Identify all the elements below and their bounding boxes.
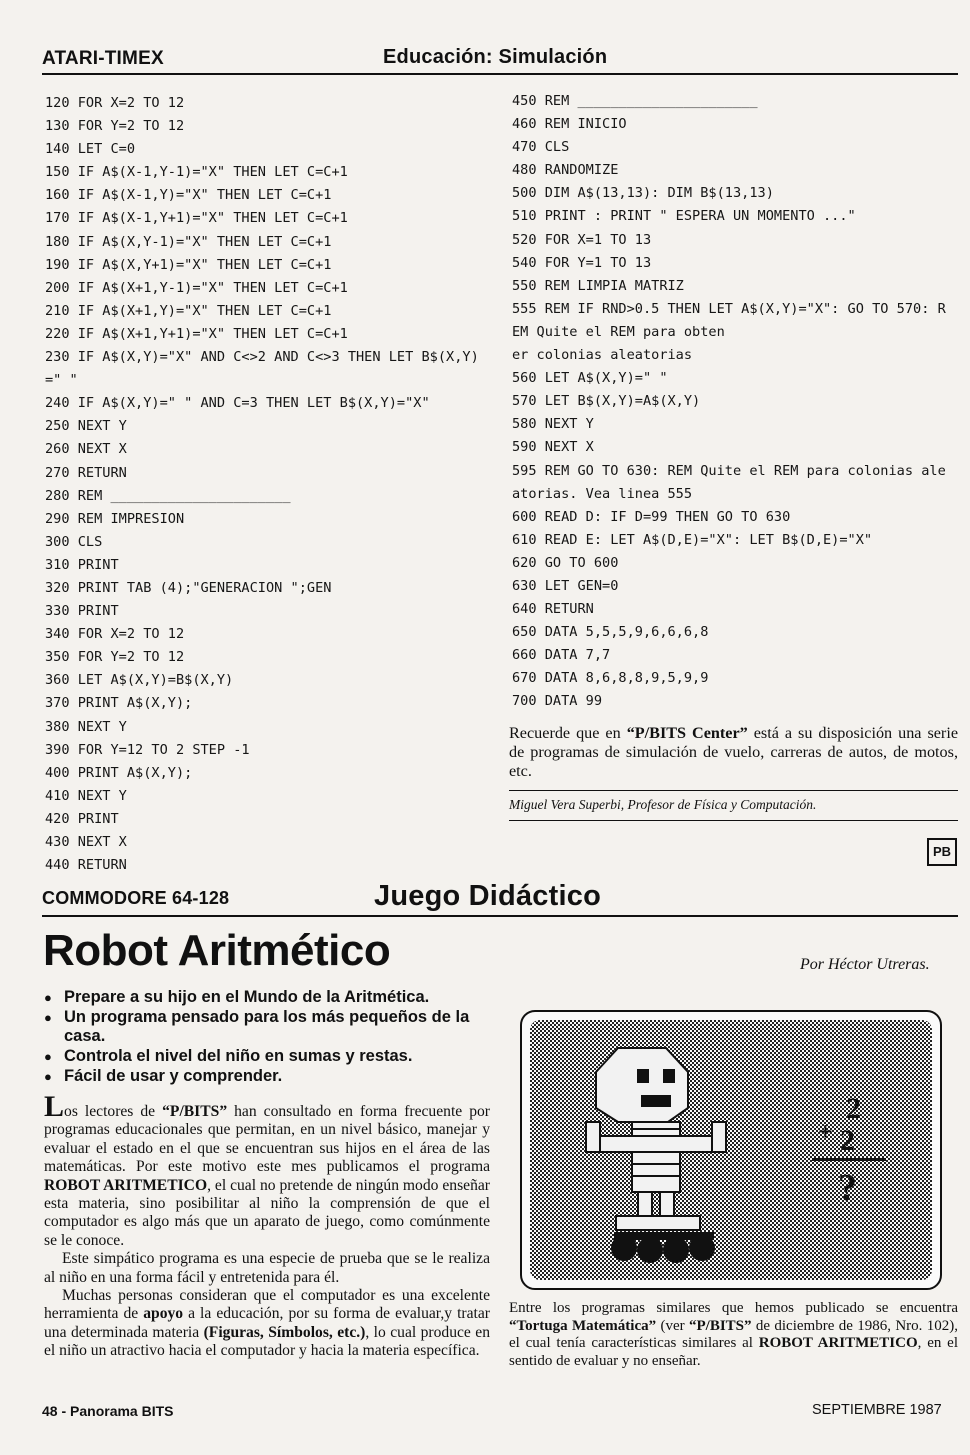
code-line: 240 IF A$(X,Y)=" " AND C=3 THEN LET B$(X,Y)="X" — [45, 395, 430, 412]
code-line: 470 CLS — [512, 139, 570, 156]
code-line: 170 IF A$(X-1,Y+1)="X" THEN LET C=C+1 — [45, 210, 348, 227]
note-pre: Recuerde que en — [509, 724, 627, 742]
code-line: 630 LET GEN=0 — [512, 577, 619, 594]
code-line: 540 FOR Y=1 TO 13 — [512, 254, 652, 271]
sum-line — [812, 1158, 886, 1161]
code-line: 320 PRINT TAB (4);"GENERACION ";GEN — [45, 579, 332, 596]
code-line: 400 PRINT A$(X,Y); — [45, 764, 193, 781]
feature-item: ● Fácil de usar y comprender. — [42, 1067, 497, 1086]
code-line: 360 LET A$(X,Y)=B$(X,Y) — [45, 672, 234, 689]
author-credit: Miguel Vera Superbi, Profesor de Física y Computación. — [509, 797, 817, 812]
code-line: 230 IF A$(X,Y)="X" AND C<>2 AND C<>3 THEN LET B$(X,Y) — [45, 349, 479, 366]
code-line: 460 REM INICIO — [512, 116, 627, 133]
code-line: 310 PRINT — [45, 556, 119, 573]
code-line: 580 NEXT Y — [512, 416, 594, 433]
article-body — [44, 1090, 491, 1361]
feature-item: ● Un programa pensado para los más pequeños de la casa. — [42, 1008, 497, 1046]
pb-badge: PB — [927, 838, 957, 866]
code-line: 610 READ E: LET A$(D,E)="X": LET B$(D,E)="X" — [512, 531, 873, 548]
feature-list — [42, 988, 497, 1087]
code-line: 560 LET A$(X,Y)=" " — [512, 370, 668, 387]
page-number: 48 - Panorama BITS — [42, 1403, 174, 1419]
header-rule — [42, 73, 958, 75]
drop-cap: L — [44, 1090, 65, 1123]
code-line: 270 RETURN — [45, 464, 127, 481]
code-line: 390 FOR Y=12 TO 2 STEP -1 — [45, 741, 250, 758]
code-line: 220 IF A$(X+1,Y+1)="X" THEN LET C=C+1 — [45, 325, 348, 342]
byline: Por Héctor Utreras. — [800, 956, 930, 973]
section2-rule — [42, 915, 958, 917]
paragraph-3: Muchas personas consideran que el computador es una excelente herramienta de apoyo a la educación, por su forma de evaluar,y tratar una determinada materia (Figuras, Símbolos, etc.), lo cual produce en el niño un atractivo hacia el computador y hacia la materia específica. — [44, 1287, 490, 1360]
code-line: 150 IF A$(X-1,Y-1)="X" THEN LET C=C+1 — [45, 164, 348, 181]
code-line: 600 READ D: IF D=99 THEN GO TO 630 — [512, 508, 791, 525]
feature-item: ● Prepare a su hijo en el Mundo de la Aritmética. — [42, 988, 497, 1007]
code-line: 430 NEXT X — [45, 834, 127, 850]
code-line: 290 REM IMPRESION — [45, 510, 185, 527]
plus-operator: + — [818, 1117, 833, 1146]
robot-screenshot — [520, 1010, 942, 1290]
code-line: 160 IF A$(X-1,Y)="X" THEN LET C=C+1 — [45, 187, 332, 204]
author-rule — [509, 820, 958, 821]
code-line: 180 IF A$(X,Y-1)="X" THEN LET C=C+1 — [45, 233, 332, 250]
code-line: 550 REM LIMPIA MATRIZ — [512, 277, 684, 294]
code-line: 380 NEXT Y — [45, 718, 127, 735]
section2-label-left: COMMODORE 64-128 — [42, 888, 230, 908]
code-line: EM Quite el REM para obten — [512, 323, 725, 340]
paragraph-2: Este simpático programa es una especie de prueba que se le realiza al niño en una forma fácil y entretenida para él. — [44, 1250, 490, 1286]
code-line: 200 IF A$(X+1,Y-1)="X" THEN LET C=C+1 — [45, 279, 348, 296]
section-label-center: Educación: Simulación — [383, 46, 608, 68]
code-line: 590 NEXT X — [512, 439, 594, 456]
code-line: 250 NEXT Y — [45, 418, 127, 435]
digit-mid: 2 — [840, 1124, 855, 1157]
code-line: 260 NEXT X — [45, 441, 127, 458]
issue-date: SEPTIEMBRE 1987 — [812, 1402, 942, 1418]
code-line: 500 DIM A$(13,13): DIM B$(13,13) — [512, 185, 774, 202]
note-rule — [509, 790, 958, 791]
promo-note — [509, 724, 958, 781]
section-label-left: ATARI-TIMEX — [42, 48, 164, 69]
code-line: 595 REM GO TO 630: REM Quite el REM para colonias ale — [512, 462, 946, 479]
code-line: er colonias aleatorias — [512, 347, 693, 364]
code-line: 140 LET C=0 — [45, 141, 136, 158]
code-listing-right — [512, 90, 946, 714]
feature-item: ● Controla el nivel del niño en sumas y restas. — [42, 1047, 497, 1066]
code-line: 510 PRINT : PRINT " ESPERA UN MOMENTO ..." — [512, 208, 856, 225]
code-line: 555 REM IF RND>0.5 THEN LET A$(X,Y)="X": GO TO 570: R — [512, 300, 946, 317]
code-line: 620 GO TO 600 — [512, 554, 619, 571]
figure-caption: Entre los programas similares que hemos publicado se encuentra “Tortuga Matemática” (ver “P/BITS” de diciembre de 1986, Nro. 102), el cual tenía características similares al ROBOT ARITMETICO, en el sentido de evaluar y no enseñar. — [509, 1300, 959, 1369]
code-line: 450 REM ______________________ — [512, 93, 758, 109]
code-line: 570 LET B$(X,Y)=A$(X,Y) — [512, 393, 701, 410]
code-line: 330 PRINT — [45, 603, 119, 620]
note-post: está a su disposición una serie de programas de simulación de vuelo, carreras de autos, de motos, etc. — [509, 724, 959, 780]
code-line: 700 DATA 99 — [512, 693, 603, 710]
note-strong: “P/BITS Center” — [626, 724, 748, 742]
article-title: Robot Aritmético — [43, 926, 391, 975]
paragraph-1: Los lectores de “P/BITS” han consultado en forma frecuente por programas educacionales que permitan, en un nivel básico, manejar y evaluar el estado en el que se encuentran sus hijos en el área de las matemáticas. Por este motivo este mes publicamos el programa ROBOT ARITMETICO, el cual no pretende de ningún modo enseñar esta materia, sino posibilitar al niño la comprensión de que el computador es algo más que un aparato de juego, como comúnmente se le conoce. — [44, 1090, 491, 1249]
code-line: =" " — [45, 372, 78, 389]
code-line: 480 RANDOMIZE — [512, 162, 619, 179]
code-line: 440 RETURN — [45, 857, 127, 874]
code-line: 650 DATA 5,5,5,9,6,6,6,8 — [512, 624, 709, 641]
code-line: 410 NEXT Y — [45, 787, 127, 804]
digit-top: 2 — [846, 1092, 861, 1125]
code-line: 340 FOR X=2 TO 12 — [45, 626, 185, 643]
code-line: 520 FOR X=1 TO 13 — [512, 231, 652, 248]
code-line: 660 DATA 7,7 — [512, 647, 611, 664]
section2-label-center: Juego Didáctico — [374, 880, 601, 912]
code-line: 640 RETURN — [512, 601, 594, 618]
code-listing-left — [45, 92, 479, 877]
code-line: 210 IF A$(X+1,Y)="X" THEN LET C=C+1 — [45, 302, 332, 319]
code-line: 130 FOR Y=2 TO 12 — [45, 118, 185, 135]
result-question-mark: ? — [838, 1167, 857, 1209]
code-line: 420 PRINT — [45, 810, 119, 827]
code-line: 670 DATA 8,6,8,8,9,5,9,9 — [512, 670, 709, 687]
code-line: atorias. Vea linea 555 — [512, 485, 693, 502]
code-line: 300 CLS — [45, 533, 103, 550]
code-line: 120 FOR X=2 TO 12 — [45, 95, 185, 111]
code-line: 350 FOR Y=2 TO 12 — [45, 649, 185, 666]
code-line: 370 PRINT A$(X,Y); — [45, 695, 193, 712]
code-line: 280 REM ______________________ — [45, 487, 291, 504]
code-line: 190 IF A$(X,Y+1)="X" THEN LET C=C+1 — [45, 256, 332, 273]
